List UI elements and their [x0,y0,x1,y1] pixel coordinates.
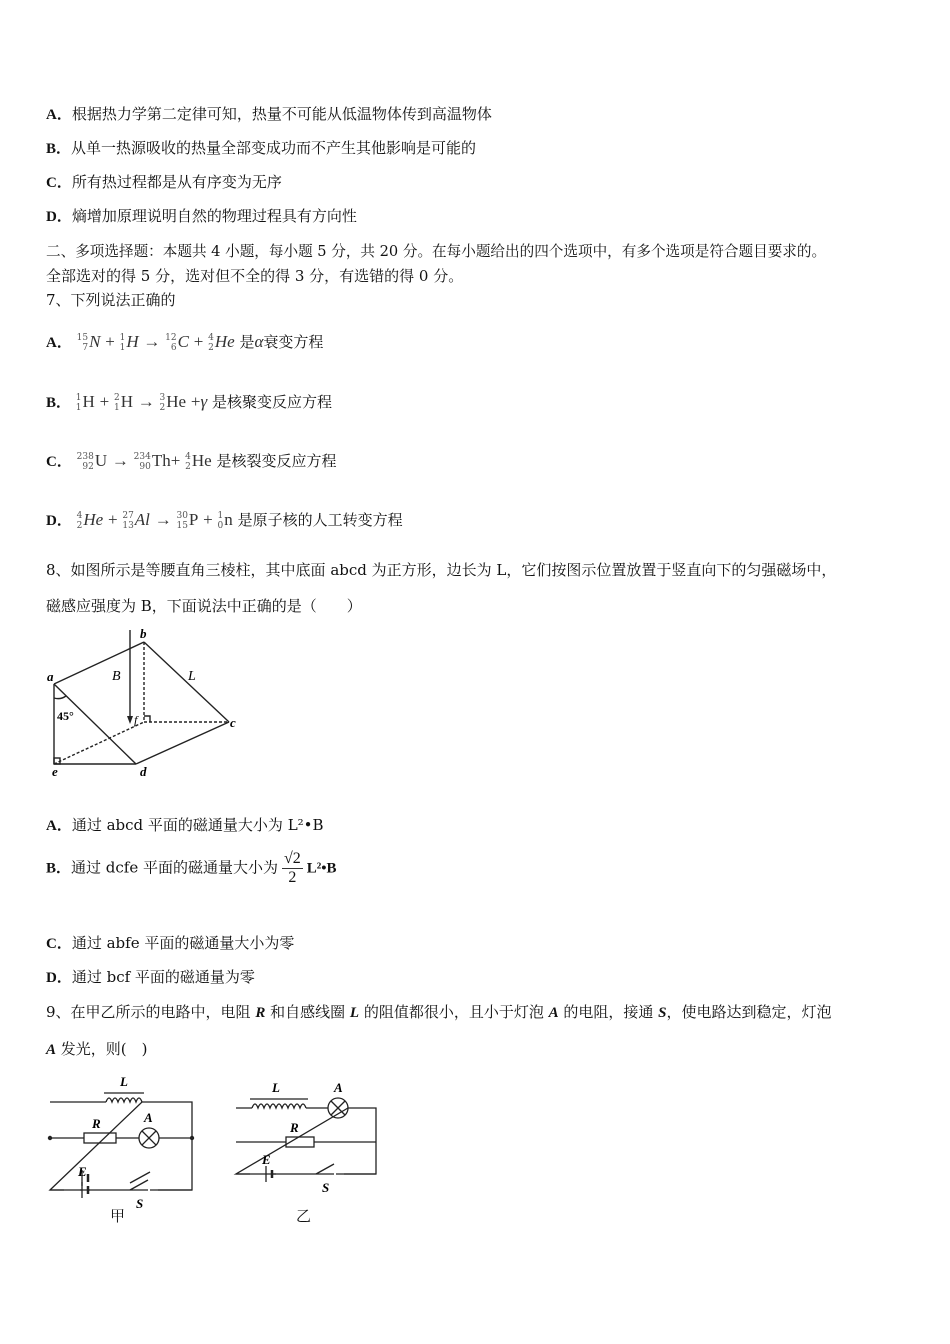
q8-option-a [46,814,324,835]
atomic-number: 2 [208,343,214,353]
option-letter: C． [46,454,72,470]
q6-option-a [46,103,492,124]
atomic-number: 1 [119,343,126,353]
element-symbol: He [191,451,212,470]
q8-stem-line2: 磁感应强度为 B，下面说法中正确的是（ ） [46,597,362,615]
option-text: 衰变方程 [263,333,324,351]
sqrt2-over-2-fraction [282,850,303,887]
label-a: A [334,1080,343,1095]
switch-icon [130,1172,150,1183]
option-text: 是核裂变反应方程 [216,452,337,470]
atomic-number: 15 [176,521,188,531]
nuclear-equation [77,511,238,529]
element-symbol: He [166,392,187,411]
plus-sign: + [193,332,204,351]
q7-stem: 7、下列说法正确的 [46,291,176,309]
arrow-icon: → [111,451,129,470]
nuclear-equation [77,333,240,351]
option-text: 熵增加原理说明自然的物理过程具有方向性 [71,207,357,225]
label-s: S [136,1196,144,1211]
plus-sign: + [107,510,118,529]
label-e: E [262,1152,271,1167]
option-letter: D． [46,513,72,529]
prism-figure [44,624,244,784]
q9-stem-line2 [46,1038,148,1059]
mass-number: 1 [75,393,82,403]
option-letter: A． [46,818,72,834]
vertex-label-b: b [140,626,147,641]
stem-text: 和自感线圈 [265,1003,350,1021]
atomic-number: 0 [217,521,224,531]
plus-sign: + [203,510,213,529]
circuit-figure-jia [44,1068,204,1228]
mass-number: 4 [76,511,83,521]
label-a: A [144,1110,153,1125]
vertex-label-e: e [52,764,58,779]
option-text: 通过 abcd 平面的磁通量大小为 L²•B [71,816,324,834]
atomic-number: 7 [82,343,89,353]
option-text: 是 [239,333,255,351]
stem-text: 9、在甲乙所示的电路中，电阻 [46,1003,256,1021]
atomic-number: 6 [170,343,177,353]
fraction-denominator: 2 [288,869,297,886]
label-r: R [290,1120,299,1135]
element-symbol: n [224,510,233,529]
section2-line2: 全部选对的得 5 分，选对但不全的得 3 分，有选错的得 0 分。 [46,267,464,285]
q8-option-b [46,850,337,887]
atomic-number: 2 [185,462,191,472]
q8-option-d [46,966,255,987]
label-l: L [120,1074,128,1089]
edge-label-l: L [188,669,196,684]
option-text: 从单一热源吸收的热量全部变成功而不产生其他影响是可能的 [71,139,477,157]
element-symbol: Th [151,451,171,470]
element-symbol: U [94,451,108,470]
mass-number: 234 [133,452,151,462]
option-letter: C． [46,936,72,952]
option-text: 通过 bcf 平面的磁通量为零 [71,968,255,986]
arrow-icon: → [154,510,172,529]
gamma-symbol: γ [200,392,208,411]
field-label-b: B [112,669,121,684]
q8-option-c [46,932,294,953]
q8-stem-line1: 8、如图所示是等腰直角三棱柱，其中底面 abcd 为正方形，边长为 L，它们按图示位置放置于竖直向下的匀强磁场中， [46,561,837,579]
mass-number: 1 [119,333,126,343]
q9-stem-line1 [46,1001,832,1022]
alpha-symbol: α [254,332,264,351]
option-letter: D． [46,209,72,225]
atomic-number: 13 [122,521,134,531]
inductor-coil [106,1098,142,1102]
section2-line1: 二、多项选择题：本题共 4 小题，每小题 5 分，共 20 分。在每小题给出的四个选项中，有多个选项是符合题目要求的。 [46,243,827,260]
mass-number: 4 [185,452,191,462]
mass-number: 15 [76,333,89,343]
option-text: 通过 dcfe 平面的磁通量大小为 [71,858,278,877]
fraction-numerator: √2 [284,850,301,867]
stem-text: ，使电路达到稳定，灯泡 [666,1003,832,1021]
stem-text: 的阻值都很小，且小于灯泡 [359,1003,549,1021]
plus-sign: + [99,392,110,411]
vertex-label-a: a [47,669,54,684]
mass-number: 2 [113,393,120,403]
circuit-figure-yi [230,1068,390,1208]
element-symbol: C [177,332,189,351]
option-text: 所有热过程都是从有序变为无序 [71,173,282,191]
stem-text: 的电阻，接通 [558,1003,659,1021]
mass-number: 4 [208,333,214,343]
atomic-number: 2 [159,403,166,413]
element-symbol: P [188,510,199,529]
field-arrow-icon [127,716,133,724]
mass-number: 12 [165,333,177,343]
nuclear-equation [76,393,212,411]
label-r: R [92,1116,101,1131]
inductor-coil [252,1104,306,1108]
plus-sign: + [105,332,115,351]
nuclear-equation [77,452,217,470]
variable-a: A [46,1042,57,1058]
plus-sign: + [170,451,181,470]
atomic-number: 1 [75,403,82,413]
arrow-icon: → [143,332,161,351]
mass-number: 30 [176,511,188,521]
q7-option-b [46,382,332,423]
label-e: E [78,1164,87,1179]
caption-jia: 甲 [110,1207,126,1225]
mass-number: 238 [76,452,94,462]
vertex-label-f: f [134,713,138,727]
option-text: 是核聚变反应方程 [211,393,332,411]
mass-number: 3 [159,393,166,403]
element-symbol: H [126,332,139,351]
variable-a: A [548,1005,559,1021]
mass-number: 1 [217,511,224,521]
option-letter: B． [46,860,72,877]
variable-s: S [658,1005,667,1021]
q6-option-c [46,171,282,192]
element-symbol: Al [134,510,150,529]
q6-option-d [46,205,357,226]
variable-l: L [349,1005,360,1021]
atomic-number: 92 [82,462,94,472]
atomic-number: 1 [113,403,120,413]
option-letter: C． [46,175,72,191]
q6-option-b [46,137,476,158]
arrow-icon: → [137,392,155,411]
vertex-label-d: d [140,764,147,779]
element-symbol: He [214,332,235,351]
vertex-label-c: c [230,715,236,730]
mass-number: 27 [122,511,134,521]
element-symbol: H [120,392,133,411]
q7-option-d [46,500,403,541]
caption-yi: 乙 [296,1207,312,1225]
option-letter: A． [46,335,72,351]
q7-option-c [46,441,336,482]
option-letter: B． [46,395,72,411]
stem-text: 发光，则( ) [56,1040,148,1058]
option-text: 根据热力学第二定律可知，热量不可能从低温物体传到高温物体 [71,105,492,123]
plus-sign: + [190,392,201,411]
element-symbol: H [82,392,95,411]
option-letter: D． [46,970,72,986]
option-text: 通过 abfe 平面的磁通量大小为零 [71,934,295,952]
option-letter: B． [46,141,72,157]
q7-option-a [46,322,323,363]
variable-r: R [255,1005,266,1021]
switch-icon [316,1164,334,1174]
element-symbol: N [89,332,101,351]
element-symbol: He [83,510,104,529]
option-text: L²•B [306,860,337,877]
label-s: S [322,1180,330,1195]
option-text: 是原子核的人工转变方程 [237,511,403,529]
label-l: L [272,1080,280,1095]
atomic-number: 90 [139,462,151,472]
angle-label: 45° [57,709,74,723]
atomic-number: 2 [76,521,83,531]
option-letter: A． [46,107,72,123]
